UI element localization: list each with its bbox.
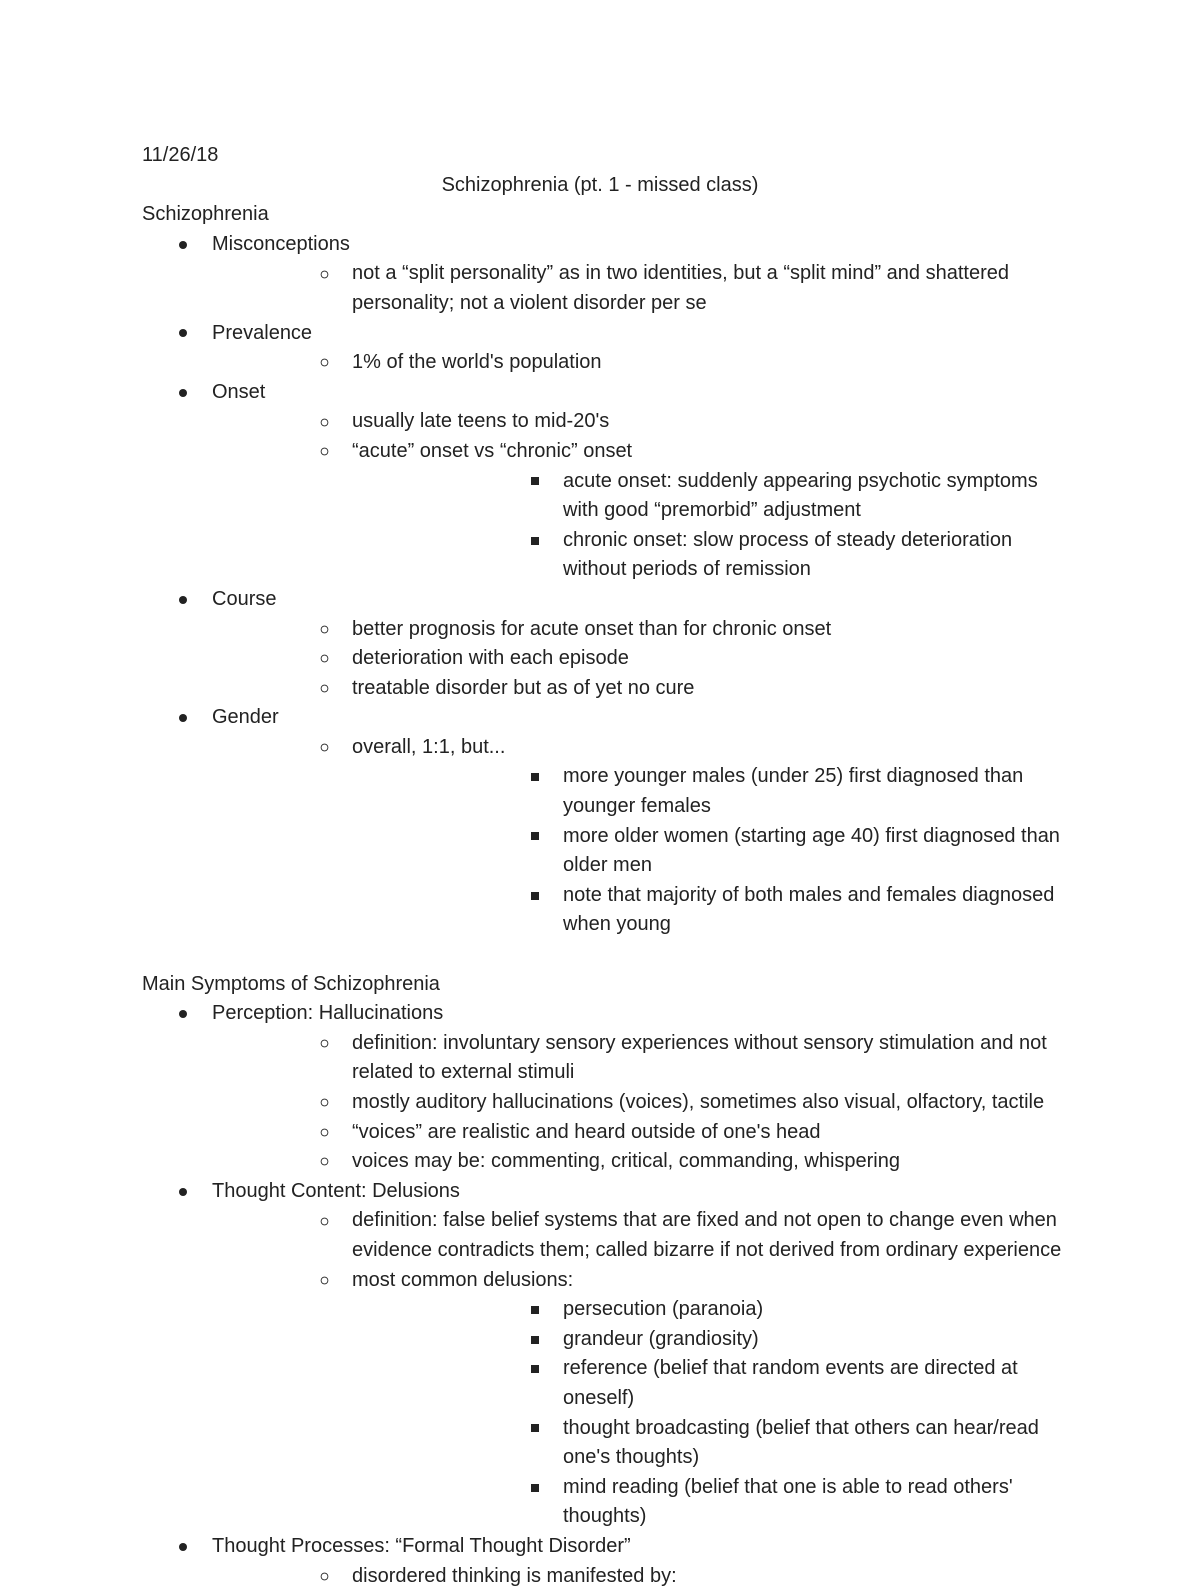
square-bullet-icon bbox=[528, 881, 542, 911]
disc-bullet-icon bbox=[176, 703, 190, 733]
bullet-course: Course better prognosis for acute onset than for chronic onset deterioration with each episode treatable disorder but as of yet no cure bbox=[142, 585, 1062, 703]
list-item: definition: false belief systems that are fixed and not open to change even when evidence contradicts them; called bizarre if not derived from ordinary experience bbox=[212, 1206, 1062, 1265]
square-bullet-icon bbox=[528, 1354, 542, 1384]
list-item: overall, 1:1, but... more younger males (under 25) first diagnosed than younger females more older women (starting age 40) first diagnosed than older men note that majority of both males and females diagnosed when young bbox=[212, 733, 1062, 940]
bullet-thought-processes: Thought Processes: “Formal Thought Disorder” disordered thinking is manifested by: bbox=[142, 1532, 1062, 1591]
section-heading-schizophrenia: Schizophrenia bbox=[142, 200, 1062, 230]
disc-bullet-icon bbox=[176, 319, 190, 349]
bullet-thought-content: Thought Content: Delusions definition: false belief systems that are fixed and not open to change even when evidence contradicts them; called bizarre if not derived from ordinary experience most common delusions: persecution (paranoia) grandeur (grandiosity) reference (belief that random events are directed at oneself) thought broadcasting (belief that others can hear/read one's thoughts) mind reading (belief that one is able to read others' thoughts) bbox=[142, 1177, 1062, 1532]
schizophrenia-outline bbox=[142, 230, 1062, 940]
square-bullet-icon bbox=[528, 467, 542, 497]
square-bullet-icon bbox=[528, 526, 542, 556]
circle-bullet-icon bbox=[317, 1118, 331, 1148]
list-item: not a “split personality” as in two identities, but a “split mind” and shattered personality; not a violent disorder per se bbox=[212, 259, 1062, 318]
section-heading-main-symptoms: Main Symptoms of Schizophrenia bbox=[142, 970, 1062, 1000]
bullet-misconceptions: Misconceptions not a “split personality” as in two identities, but a “split mind” and shattered personality; not a violent disorder per se bbox=[142, 230, 1062, 319]
circle-bullet-icon bbox=[317, 674, 331, 704]
list-item: voices may be: commenting, critical, commanding, whispering bbox=[212, 1147, 1062, 1177]
bullet-prevalence: Prevalence 1% of the world's population bbox=[142, 319, 1062, 378]
list-item: “voices” are realistic and heard outside of one's head bbox=[212, 1118, 1062, 1148]
list-item: reference (belief that random events are directed at oneself) bbox=[352, 1354, 1062, 1413]
circle-bullet-icon bbox=[317, 733, 331, 763]
page-title: Schizophrenia (pt. 1 - missed class) bbox=[142, 171, 1058, 201]
square-bullet-icon bbox=[528, 1325, 542, 1355]
circle-bullet-icon bbox=[317, 407, 331, 437]
circle-bullet-icon bbox=[317, 348, 331, 378]
circle-bullet-icon bbox=[317, 259, 331, 289]
list-item: note that majority of both males and females diagnosed when young bbox=[352, 881, 1062, 940]
list-item: disordered thinking is manifested by: bbox=[212, 1562, 1062, 1591]
disc-bullet-icon bbox=[176, 378, 190, 408]
list-item: deterioration with each episode bbox=[212, 644, 1062, 674]
circle-bullet-icon bbox=[317, 1147, 331, 1177]
bullet-onset: Onset usually late teens to mid-20's “acute” onset vs “chronic” onset acute onset: suddenly appearing psychotic symptoms with good “premorbid” adjustment chronic onset: slow process of steady deterioration without periods of remission bbox=[142, 378, 1062, 585]
note-date: 11/26/18 bbox=[142, 141, 1062, 171]
list-item: more younger males (under 25) first diagnosed than younger females bbox=[352, 762, 1062, 821]
circle-bullet-icon bbox=[317, 1266, 331, 1296]
circle-bullet-icon bbox=[317, 1029, 331, 1059]
list-item: grandeur (grandiosity) bbox=[352, 1325, 1062, 1355]
circle-bullet-icon bbox=[317, 1562, 331, 1591]
list-item: chronic onset: slow process of steady deterioration without periods of remission bbox=[352, 526, 1062, 585]
blank-line bbox=[142, 940, 1062, 970]
list-item: treatable disorder but as of yet no cure bbox=[212, 674, 1062, 704]
list-item: usually late teens to mid-20's bbox=[212, 407, 1062, 437]
circle-bullet-icon bbox=[317, 1206, 331, 1236]
square-bullet-icon bbox=[528, 1414, 542, 1444]
list-item: more older women (starting age 40) first diagnosed than older men bbox=[352, 822, 1062, 881]
circle-bullet-icon bbox=[317, 1088, 331, 1118]
list-item: definition: involuntary sensory experiences without sensory stimulation and not related to external stimuli bbox=[212, 1029, 1062, 1088]
list-item: most common delusions: persecution (paranoia) grandeur (grandiosity) reference (belief that random events are directed at oneself) thought broadcasting (belief that others can hear/read one's thoughts) mind reading (belief that one is able to read others' thoughts) bbox=[212, 1266, 1062, 1532]
disc-bullet-icon bbox=[176, 1177, 190, 1207]
list-item: thought broadcasting (belief that others can hear/read one's thoughts) bbox=[352, 1414, 1062, 1473]
square-bullet-icon bbox=[528, 822, 542, 852]
bullet-gender: Gender overall, 1:1, but... more younger males (under 25) first diagnosed than younger females more older women (starting age 40) first diagnosed than older men note that majority of both males and females diagnosed when young bbox=[142, 703, 1062, 940]
list-item: mind reading (belief that one is able to read others' thoughts) bbox=[352, 1473, 1062, 1532]
list-item: “acute” onset vs “chronic” onset acute onset: suddenly appearing psychotic symptoms with good “premorbid” adjustment chronic onset: slow process of steady deterioration without periods of remission bbox=[212, 437, 1062, 585]
circle-bullet-icon bbox=[317, 644, 331, 674]
list-item: persecution (paranoia) bbox=[352, 1295, 1062, 1325]
bullet-perception: Perception: Hallucinations definition: involuntary sensory experiences without sensory stimulation and not related to external stimuli mostly auditory hallucinations (voices), sometimes also visual, olfactory, tactile “voices” are realistic and heard outside of one's head voices may be: commenting, critical, commanding, whispering bbox=[142, 999, 1062, 1177]
list-item: acute onset: suddenly appearing psychotic symptoms with good “premorbid” adjustment bbox=[352, 467, 1062, 526]
list-item: better prognosis for acute onset than for chronic onset bbox=[212, 615, 1062, 645]
notes-page bbox=[142, 141, 1062, 1591]
disc-bullet-icon bbox=[176, 230, 190, 260]
disc-bullet-icon bbox=[176, 999, 190, 1029]
list-item: 1% of the world's population bbox=[212, 348, 1062, 378]
circle-bullet-icon bbox=[317, 437, 331, 467]
list-item: mostly auditory hallucinations (voices), sometimes also visual, olfactory, tactile bbox=[212, 1088, 1062, 1118]
symptoms-outline bbox=[142, 999, 1062, 1591]
square-bullet-icon bbox=[528, 1295, 542, 1325]
circle-bullet-icon bbox=[317, 615, 331, 645]
square-bullet-icon bbox=[528, 762, 542, 792]
disc-bullet-icon bbox=[176, 1532, 190, 1562]
disc-bullet-icon bbox=[176, 585, 190, 615]
square-bullet-icon bbox=[528, 1473, 542, 1503]
